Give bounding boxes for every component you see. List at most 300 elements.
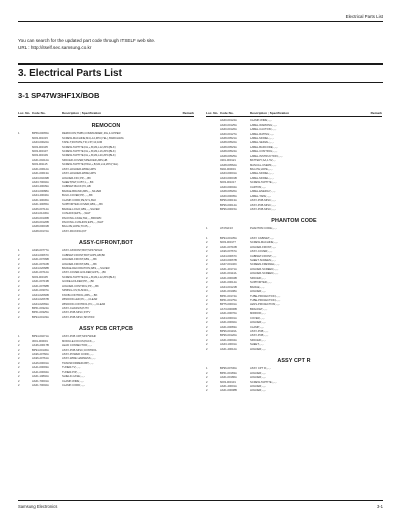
cell-desc: BAG PE;LDPE,-,-,- [250,168,273,171]
cell-desc: MIRROR;-,-,- [250,312,266,316]
parts-list-right [206,117,382,394]
cell-desc: ASSY-PCB;-,-,- [250,334,269,338]
cell-code: AA61-40171A [220,267,237,271]
lead-rows [206,117,382,212]
cell-loc: 2 [18,253,20,257]
cell-remark [368,389,382,393]
cell-desc: HOLDER-SCREEN;-,-,- [250,272,279,276]
cell-desc: SCREW-TAPTITE;PWH,+,B,M4,L12,ZPC(YEL) [62,163,119,167]
section-title: 3-1 SP47W3HF1X/BOB [18,91,100,100]
cell-desc: WINDOW-CONTROL;PC,-,-,CLEAR [62,302,106,306]
cell-desc: SCREW-TAPTITE;-,-,- [250,181,277,185]
cell-code: AA64-00001A [220,316,237,320]
cell-loc: 2 [206,290,208,294]
cell-code: AA61-40001A [220,384,237,388]
cell-code: AA64-00067C [32,253,49,257]
cell-code: AA63-00001A [220,172,237,176]
footer-company: Samsung Electronics [18,504,58,509]
cell-desc: ASSY-HOLDER-WIRE;HIPS [62,172,96,176]
cell-desc: TUNER-TV;-,-,- [62,366,81,370]
intro-text: You can search for the updated part code through ITSELF web site. [18,38,156,43]
cell-code: AA61-00768B [32,284,49,288]
cell-code: AA63-00067B [220,259,237,262]
cell-desc: BULK-COVER;PP,-,-,-,BK [62,194,93,198]
cell-desc: REMOCON;TM86,COMMANDER;,39x,4-UPPER [62,132,121,136]
cell-code: AA61-70002A [32,384,49,388]
cell-code: AA61-10802A [32,375,49,379]
cell-code: AA66-00714A [32,207,49,211]
cell-loc: 1 [206,236,208,240]
cell-desc: SUPPORTER;-,-,- [250,281,272,285]
cell-loc: 2 [206,263,208,267]
cell-loc: 2 [18,280,20,284]
cell-code: BP96-00013A [220,199,237,203]
cell-code: AA64-00067C [220,254,237,258]
cell-code: AA64-02068B [32,267,49,270]
cell-code: BP96-00119A [220,330,237,333]
cell-loc: 2 [206,245,208,249]
cell-loc: 2 [206,325,208,329]
cell-loc: 2 [206,272,208,276]
cell-code: AA68-00524A [220,150,237,154]
cell-remark [180,384,194,388]
intro-url: URL : http://itself.sec.samsung.co.kr [18,44,92,50]
cell-desc: LABEL-TAPE;-,-,- [250,194,272,198]
cell-desc: ASSY-PCB-MISC;-,-,- [250,207,276,211]
cell-code: AA60-00125A [220,123,237,127]
cell-code: BP75-00001A [220,303,237,307]
header-remark: Remark [370,111,382,115]
cell-desc: SUPPORTER-COVER;ABS,-,-,BK [62,203,103,207]
cell-code: AA60-00126A [220,128,237,132]
cell-code: AA63-40039A [32,185,49,189]
cell-loc: 2 [18,339,20,343]
cell-loc: 2 [206,321,208,325]
group-title: ASSY-C/FRONT,BOT [78,240,133,247]
cell-desc: CLAMP-CORD;PE,NYL,BLK [62,198,97,202]
cell-loc: 2 [206,384,208,388]
cell-code: AA61-00008B [220,389,237,393]
cell-code: AA36-20017B [32,344,49,348]
cell-loc: 1 [206,227,208,231]
cell-loc: 2 [206,307,208,311]
cell-code: BP94-00136A [32,348,49,352]
cell-code: BP96-00730A [220,367,237,371]
cell-loc: 2 [206,241,208,245]
cell-code: 6003-001017 [220,181,236,185]
cell-code: AT47HF1X [220,227,234,231]
cell-desc: TUNER-PIP;-,-,- [62,370,82,374]
cell-code: 6902-000001 [220,168,236,171]
cell-desc: SCREW-TAPTITE;FH,+,B,M4,L12,ZPC(BLK) [62,275,116,279]
cell-desc: ASSY CPT R;-,-,- [250,367,271,371]
cell-code: AA61-30036A [32,198,49,202]
table-row [206,348,382,352]
cell-loc: 2 [206,303,208,307]
cell-remark [180,316,194,320]
cell-desc: SPRING-CS;SUS304,-,- [62,289,91,293]
cell-desc: CLAMP-WIRE;-,-,- [250,119,273,123]
cell-desc: LABEL-SERIAL;-,-,- [250,141,274,145]
cell-loc: 2 [206,343,208,347]
parts-column-right [206,110,382,394]
table-row [206,208,382,212]
cell-desc: LABEL-MODEL;-,-,- [250,136,274,140]
cell-desc: CABINET-FRONT;-,-,- [250,254,277,258]
cell-code: AA64-00121B [220,285,237,289]
table-header [18,110,194,117]
cell-code: AA63-10001A [220,343,237,347]
cell-desc: ASSY-WIRE HARNESS;-,-,- [62,357,96,361]
cell-desc: ASSY-PCB-MISC;PJTV [62,311,91,315]
cell-desc: SPACER-COVER;SPEAKER,ABS,HB [62,158,108,162]
cell-remark [368,208,382,212]
cell-remark [180,230,194,234]
cell-code: BP94-00133A [32,315,49,319]
cell-code: AA60-00124A [220,119,237,123]
cell-desc: HOLDER;-,-,- [250,371,267,375]
cell-code: BP61-00174A [220,294,237,298]
cell-desc: PACKING-CASE;SW,-,-,BROWN [62,216,102,220]
cell-code: AA61-00307A [32,289,49,293]
cell-desc: PHANTOM CODE;-,-,- [250,227,277,231]
cell-code: AA61-00004A [220,338,237,342]
cell-desc: BADGE-DECORATION;ABS,-,-,SILVER [62,267,110,270]
cell-code: AA41-00094A [32,370,49,374]
cell-desc: CUSHION;EPS,-,-,WHT [62,212,91,216]
cell-desc: SCREW-TAPTITE;FH,+,B,M4,L16,ZPC(BLK) [62,149,116,153]
cell-loc: 2 [206,312,208,316]
cell-loc: 2 [206,276,208,280]
cell-code: AA61-00712A [32,271,49,275]
cell-desc: HOLDER;-,-,- [250,389,267,393]
cell-code: AA61-70001A [32,379,49,383]
cell-code: AA63-70002A [32,181,49,184]
cell-code: AA61-00083A [220,325,237,329]
header-code: Code No. [220,111,234,115]
cell-desc: LABEL-BARCODE;-,-,- [250,145,278,149]
cell-code: AA68-00522A [220,141,237,145]
cell-loc: 1 [206,367,208,371]
cell-loc: 2 [18,348,20,352]
cell-loc: 2 [18,267,20,270]
cell-desc: SHEET;-,-,- [250,343,264,347]
cell-code: AA61-00713B [32,280,49,284]
cell-desc: TRANSFORMER-FBT;-,-,- [62,361,94,365]
cell-loc: 2 [18,311,20,315]
cell-code: AA68-00562A [220,163,237,167]
cell-loc: 2 [18,258,20,262]
cell-loc: 2 [206,298,208,302]
cell-code: AA64-01230A [32,212,49,216]
header-loc: Loc. No. [206,111,219,115]
header-desc: Description ; Specification [250,111,290,115]
cell-code: AA68-00001B [32,225,49,229]
cell-code: 6003-000177 [220,241,236,245]
cell-loc: 2 [18,302,20,306]
cell-desc: WINDOW-LED;PC,-,-,CLEAR [62,298,98,302]
cell-code: AA61-00709B [32,258,49,262]
cell-desc: BADGE;-,-,- [250,285,265,289]
group-title: PHANTOM CODE [271,218,317,225]
cell-code: AA61-00108A [220,290,237,294]
cell-desc: ASSY-POWER CORD;-,-,- [62,353,94,356]
cell-loc: 2 [206,316,208,320]
group-title: REMOCON [91,123,121,130]
cell-desc: CABINET-BACK;PC,HB [62,185,91,189]
cell-loc: 2 [18,353,20,356]
cell-loc: 2 [206,376,208,380]
cell-desc: CABINET-FRONT,BOT;HIPS,HB,BK [62,253,106,257]
cell-loc: 2 [206,254,208,258]
cell-desc: ASSY-PCB-MISC;SP47W3 [62,315,95,319]
cell-desc: CLAMP-CORD;-,-,- [62,384,85,388]
cell-loc: 2 [18,275,20,279]
cell-code: AA68-00172A [32,229,49,233]
intro-block [18,38,155,51]
cell-loc: 2 [206,285,208,289]
cell-loc: 2 [18,361,20,365]
cell-desc: CLAMP;-,-,- [250,325,265,329]
cell-code: AA61-00076A [220,312,237,316]
cell-code: BP94-00271A [32,335,49,339]
cell-desc: ASSY-C/FRONT,BOT;SP47W3HF [62,249,103,253]
cell-loc [206,208,220,212]
cell-desc: HOLDER-SCREEN;-,-,- [250,267,279,271]
cell-desc: HOLDER;-,-,- [250,384,267,388]
cell-code: BP96-00014A [220,203,237,207]
cell-desc: ASSY-COVER;-,-,- [250,250,273,254]
cell-desc: PACKING-CUSHION;EPS,-,-,WHT [62,220,104,224]
cell-code: AA69-00136B [32,216,49,220]
cell-code: AA41-00093A [32,366,49,370]
cell-remark [368,227,382,231]
cell-desc: HOLDER;-,-,- [250,347,267,351]
cell-code: 6003-000131 [220,380,236,384]
cell-desc: ASSY-PCB-MISC;-,-,- [250,203,276,207]
cell-desc: HOLDER-CONTROL;PP,-,-,BK [62,284,99,288]
cell-code: AA61-00004B [220,276,237,280]
cell-desc: BADGE-BRAND;ABS,-,-,SILVER [62,189,102,193]
cell-desc: HOLDER-FRONT;-,-,- [250,245,276,249]
cell-loc: 2 [206,334,208,338]
cell-desc: BATTERY;AA,1.5V,-,- [250,159,276,163]
table-row [206,389,382,393]
cell-desc: GUIDE-HOLDER;PP,-,-,BK [62,280,95,284]
cell-code: AA26-00001A [32,361,49,365]
cell-loc: 1 [18,335,20,339]
table-row [18,316,194,320]
cell-code: AA60-00005A [220,194,237,198]
cell-desc: BAG-PE;LDPE,T0.05,-,- [62,225,91,229]
cell-code: AA61-30065A [32,203,49,207]
cell-code: AA63-00001B [220,176,237,180]
cell-desc: LABEL-CONTROL;-,-,- [250,150,278,154]
cell-code: 6003-000139 [32,154,48,158]
cell-code: AA60-00127A [220,132,237,136]
cell-desc: SHEET-SCREEN;-,-,- [250,259,276,262]
header-remark: Remark [182,111,194,115]
cell-loc: 2 [18,298,20,302]
cell-desc: HOLDER;-,-,- [250,290,267,294]
cell-desc: ASSY-CHASSIS;PJTV [62,306,89,310]
cell-loc: 2 [18,289,20,293]
table-row [206,227,382,231]
cell-desc: ASSY-PCB-MISC;CONTROL [62,348,97,352]
cell-code: AA64-40046A [32,194,49,198]
cell-loc [18,230,32,234]
cell-desc: ASSY-PCB;-,-,- [250,330,269,333]
cell-loc: 2 [206,250,208,254]
cell-code: AA61-00186A [220,376,237,380]
cell-desc: LENS-PROJECTION;-,-,- [250,303,281,307]
cell-desc: SHEET;PET,0.05T,1,-,-,BK [62,181,94,184]
cell-desc: LABEL-INSTRUCTION;-,-,- [250,154,283,158]
cell-desc: LABEL-RATING;-,-,- [250,132,275,136]
cell-code: AA63-00022A [32,141,49,145]
cell-desc: ASSY-PCB-MISC;-,-,- [250,199,276,203]
cell-loc: 2 [18,357,20,361]
cell-loc: 2 [18,370,20,374]
cell-desc: SCREW-MACHINE;-,-,- [250,241,279,245]
cell-desc: SCREW-TAPTITE;FH,+,B,M4,L12,ZPC(BLK) [62,145,116,149]
cell-desc: TUBE-PROJECTION;-,-,- [250,298,281,302]
cell-code: 6003-000137 [32,149,48,153]
cell-code: AA61-00014A [220,281,237,285]
cell-code: BP96-00015A [220,207,237,211]
table-row [18,230,194,234]
cell-loc: 2 [206,259,208,262]
cell-loc: 2 [18,366,20,370]
cell-loc: 2 [18,379,20,383]
running-header: Electrical Parts List [345,14,383,19]
cell-loc: 2 [206,347,208,351]
cell-desc: ASSY CABINET;-,-,- [250,236,275,240]
cell-code: 6003-000135 [32,145,48,149]
table-header [206,110,382,117]
cell-loc: 1 [18,132,20,136]
cell-code: AA61-40012A [220,347,237,351]
cell-desc: ASSY-HOLDER-WIRE;HIPS [62,167,96,171]
cell-code: AA96-20760A [32,353,49,356]
cell-code: AA64-02067B [32,298,49,302]
cell-desc: LABEL-WARNING;-,-,- [250,123,278,127]
cell-loc: 2 [206,267,208,271]
cell-desc: CLAMP-WIRE;-,-,- [62,379,85,383]
cell-code: AA69-00126B [32,220,49,224]
table-row [18,384,194,388]
cell-desc: SCREW-TAPTITE;-,-,- [250,380,277,384]
cell-code: AA68-00525A [220,154,237,158]
header-code: Code No. [32,111,46,115]
cell-loc: 2 [18,262,20,266]
parts-list-left [18,117,194,388]
cell-desc: COVER;-,-,- [250,316,265,320]
cell-desc: SPACER;-,-,- [250,276,266,280]
cell-loc: 2 [18,284,20,288]
group-title: ASSY CPT R [277,358,311,365]
cell-loc: 2 [206,338,208,342]
cell-code: AA96-00767A [220,250,237,254]
cell-code: AA61-00710B [220,245,237,249]
cell-code: AA64-02069A [32,302,49,306]
cell-loc: 2 [18,315,20,319]
cell-desc: TUBE-PROJECTION;-,-,- [250,294,281,298]
cell-code: 6003-001015 [32,136,48,140]
cell-loc: 2 [18,384,20,388]
cell-desc: TAPE-T;ROTATE,TR,1.5T,10,10M [62,141,103,145]
cell-loc: 2 [18,306,20,310]
group-title: ASSY PCB CRT,PCB [79,326,133,333]
header-loc: Loc. No. [18,111,31,115]
cell-code: BP94-00135A [220,236,237,240]
cell-desc: ASSY-COVER-HOLDER;HIPS,-,-,BK [62,271,107,275]
cell-code: AA73-00006B [220,307,237,311]
cell-desc: MANUAL-USERS;-,-,- [250,163,277,167]
cell-loc: 1 [18,249,20,253]
cell-desc: HOLDER-FFC;PP,-,-,BK [62,176,91,180]
cell-code: BP61-00325A [32,311,49,315]
cell-desc: SCREW-TAPTITE;FH,+,B,M4,L20,ZPC(BLK) [62,154,116,158]
cell-code: AA96-20761A [32,357,49,361]
cell-loc: 2 [18,344,20,348]
chapter-rule-bottom [18,82,383,83]
cell-desc: LABEL-MODEL;-,-,- [250,172,274,176]
cell-desc: CARTON;-,-,- [250,185,267,189]
page-number: 3-1 [376,504,383,509]
cell-desc: SCREEN-FRESNEL;-,-,- [250,263,280,267]
cell-code: AA68-00523A [220,145,237,149]
cell-loc: 2 [18,271,20,275]
cell-desc: SHIELD-CASE;-,-,- [62,375,85,379]
cell-code: 6003-000135 [32,275,48,279]
cell-code: AA63-00249B [32,176,49,180]
header-desc: Description ; Specification [62,111,102,115]
chapter-title: 3. Electrical Parts List [18,68,122,79]
cell-loc: 2 [18,375,20,379]
cell-loc: 2 [206,294,208,298]
cell-desc: HOLDER;-,-,- [250,321,267,325]
cell-code: AA61-00613A [32,172,49,176]
cell-code: 3001-000001 [32,339,48,343]
cell-remark [368,348,382,352]
cell-desc: LABEL-MODEL;-,-,- [250,176,274,180]
cell-desc: LEAD CONNECTOR;-,-,- [62,344,92,348]
cell-code: 4301-000121 [220,159,236,163]
cell-desc: BRACKET;-,-,- [250,307,268,311]
parts-column-left [18,110,194,389]
cell-code: AA64-02066B [32,293,49,297]
cell-loc: 2 [206,371,208,375]
cell-code: AA67-00146C [220,263,237,267]
cell-code: AA61-00092A [220,321,237,325]
cell-code: AA61-00612A [32,167,49,171]
cell-desc: SCREW-MACHINE;M4,L12,ZPC(YEL),SWRCH18A [62,136,124,140]
cell-code: BP61-00175A [220,298,237,302]
cell-desc: LABEL-CAUTION;-,-,- [250,128,277,132]
cell-desc: HOLDER-FRONT;ABS,-,-,BK [62,258,97,262]
cell-desc: HOLDER-FRONT;ABS,-,-,BK [62,262,97,266]
cell-code: AA61-00710B [32,262,49,266]
cell-code: AA64-00088A [32,189,49,193]
header-rule [18,21,383,22]
cell-desc: HOLDER;-,-,- [250,376,267,380]
cell-code: AA61-00212A [32,158,49,162]
footer-rule [18,500,383,501]
cell-desc: LABEL-ENERGY;-,-,- [250,190,276,194]
cell-code: AA61-00114A [220,272,237,276]
cell-desc: ASSY-PACKING;KIT [62,229,87,233]
